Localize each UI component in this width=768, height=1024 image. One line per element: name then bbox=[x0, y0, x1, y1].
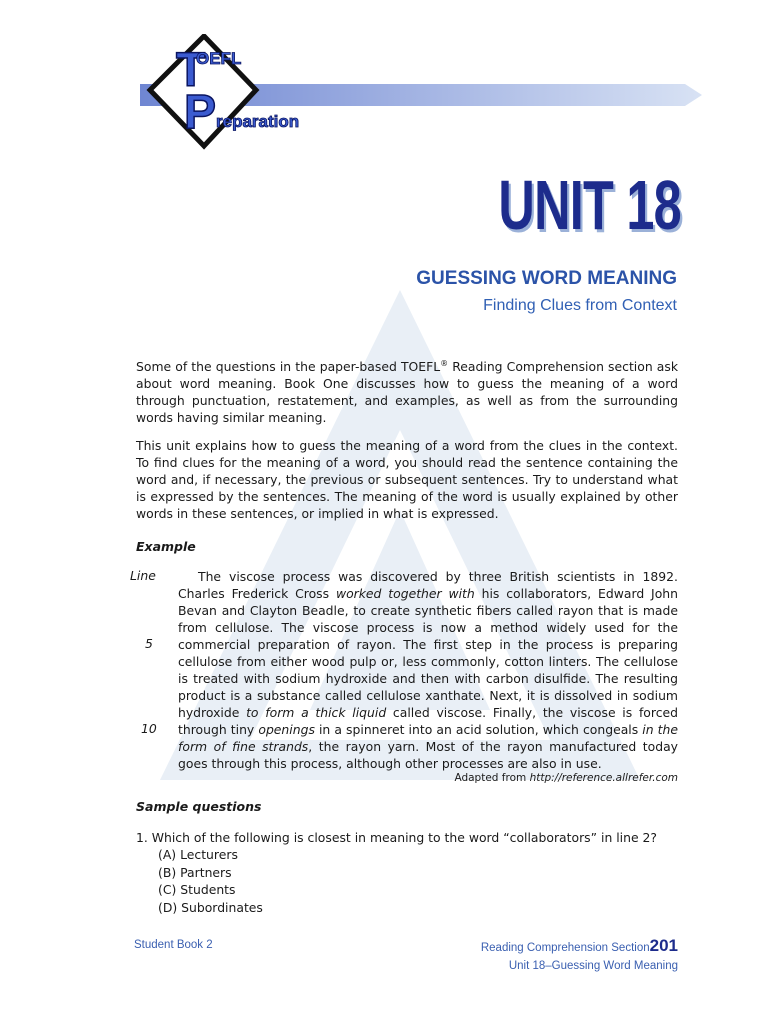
logo-line1: OEFL bbox=[196, 49, 242, 68]
example-label: Example bbox=[136, 539, 196, 554]
option-c: (C) Students bbox=[158, 882, 236, 897]
footer-section bbox=[300, 937, 678, 975]
logo-letter-t: T bbox=[176, 44, 206, 97]
source-citation: Adapted from http://reference.allrefer.com bbox=[454, 772, 678, 784]
logo-letter-p: P bbox=[184, 86, 217, 139]
question-options bbox=[158, 846, 263, 916]
footer-book: Student Book 2 bbox=[134, 939, 213, 951]
line-number-10: 10 bbox=[141, 721, 157, 736]
footer-section-name: Reading Comprehension Section bbox=[480, 942, 650, 954]
logo-line2: reparation bbox=[216, 112, 300, 131]
intro-paragraph-2: This unit explains how to guess the meaning of a word from the clues in the context. To find clues for the meaning of a word, you should read the sentence containing the word and, if necessary, the previous or subsequent sentences. Try to understand what is expressed by the sentences. The meaning of the word is usually explained by other words in these sentences, or implied in what is expressed. bbox=[136, 438, 678, 521]
page-subtitle: Finding Clues from Context bbox=[483, 297, 677, 314]
page-number: 201 bbox=[649, 936, 678, 955]
unit-heading: UNIT 18 bbox=[498, 166, 681, 244]
footer-unit: Unit 18–Guessing Word Meaning bbox=[508, 960, 678, 972]
line-number-5: 5 bbox=[145, 636, 153, 651]
intro-paragraph-1: Some of the questions in the paper-based TOEFL® Reading Comprehension section ask about word meaning. Book One discusses how to guess the meaning of a word through punctuation, restatement, and examples, as well as from the surrounding words having similar meaning. bbox=[136, 359, 679, 426]
line-label: Line bbox=[130, 568, 156, 583]
page-title: GUESSING WORD MEANING bbox=[416, 268, 677, 289]
option-d: (D) Subordinates bbox=[158, 899, 263, 915]
option-b: (B) Partners bbox=[158, 864, 232, 880]
option-a: (A) Lecturers bbox=[158, 847, 238, 862]
sample-questions-label: Sample questions bbox=[136, 799, 262, 814]
question-1: 1. Which of the following is closest in meaning to the word “collaborators” in line 2? bbox=[136, 830, 657, 845]
reading-passage: The viscose process was discovered by three British scientists in 1892. Charles Frederick Cross worked together with his collaborators, Edward John Bevan and Clayton Beadle, to create synthetic fibers called rayon that is made from cellulose. The viscose process is now a method widely used for the commercial preparation of rayon. The first step in the process is preparing cellulose from either wood pulp or, less commonly, cotton linters. The cellulose is treated with sodium hydroxide and then with carbon disulfide. The resulting product is a substance called cellulose xanthate. Next, it is dissolved in sodium hydroxide to form a thick liquid called viscose. Finally, the viscose is forced through tiny openings in a spinneret into an acid solution, which congeals in the form of fine strands, the rayon yarn. Most of the rayon manufactured today goes through this process, although other processes are also in use. bbox=[178, 569, 679, 771]
toefl-logo bbox=[136, 34, 328, 152]
